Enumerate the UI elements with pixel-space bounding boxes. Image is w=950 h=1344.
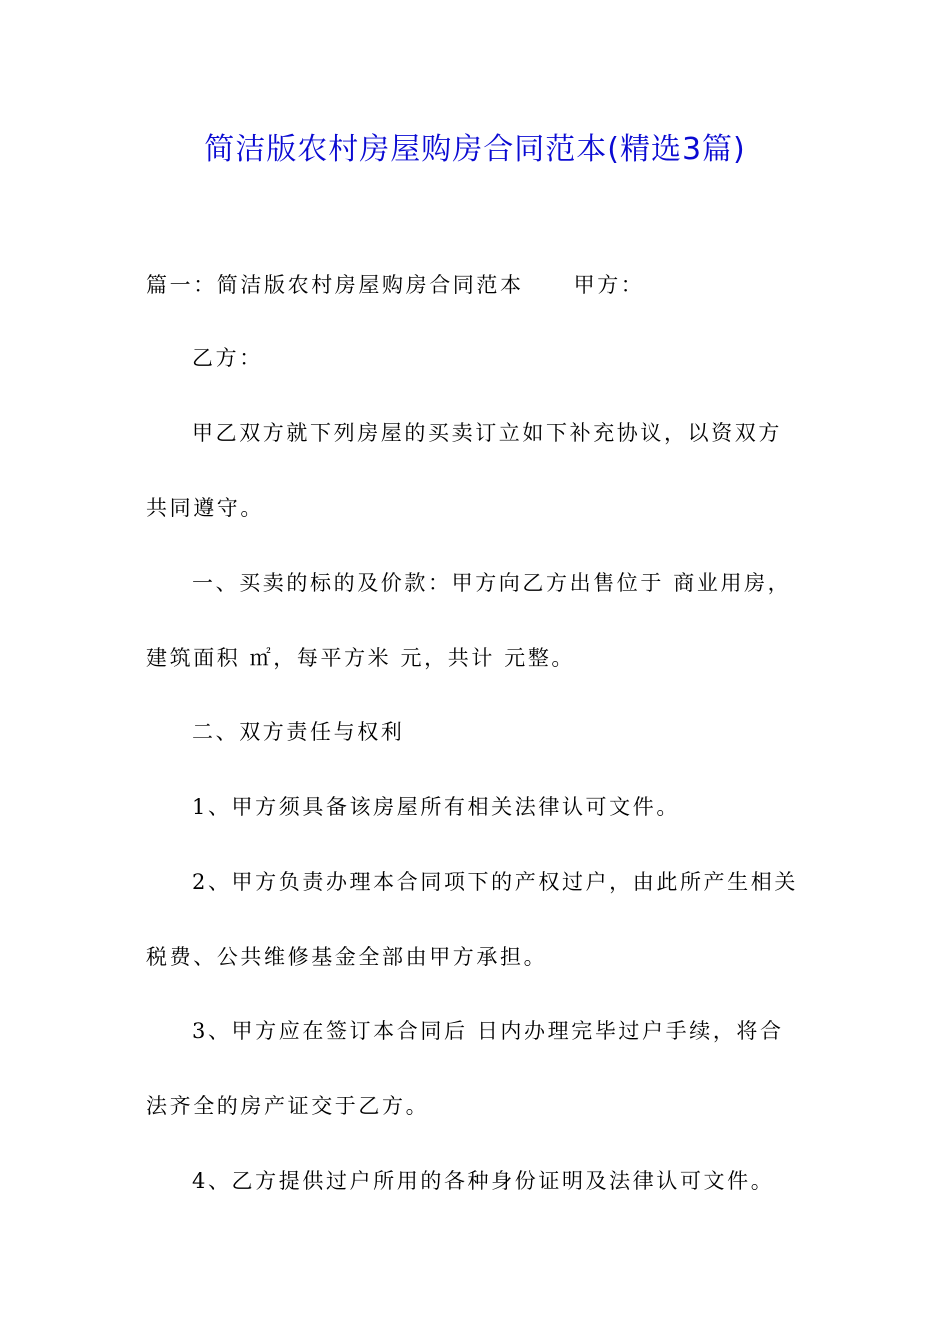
- section-heading-rights: 二、双方责任与权利: [192, 720, 405, 744]
- paragraph-line: 一、买卖的标的及价款：甲方向乙方出售位于 商业用房，: [192, 571, 792, 595]
- party-b-label: 乙方：: [192, 346, 263, 370]
- paragraph-line: 法齐全的房产证交于乙方。: [146, 1094, 430, 1118]
- document-title: 简洁版农村房屋购房合同范本(精选3篇): [204, 132, 746, 167]
- clause-item: 4、乙方提供过户所用的各种身份证明及法律认可文件。: [192, 1169, 775, 1193]
- paragraph-line: 税费、公共维修基金全部由甲方承担。: [146, 945, 548, 969]
- paragraph-line: 共同遵守。: [146, 496, 264, 520]
- paragraph-line: 建筑面积 ㎡，每平方米 元，共计 元整。: [146, 646, 576, 670]
- section-heading: 篇一：简洁版农村房屋购房合同范本: [146, 273, 524, 297]
- party-a-label: 甲方：: [573, 273, 645, 297]
- clause-item: 1、甲方须具备该房屋所有相关法律认可文件。: [192, 795, 680, 819]
- clause-item: 3、甲方应在签订本合同后 日内办理完毕过户手续，将合: [192, 1019, 784, 1043]
- paragraph-line: [146, 270, 644, 300]
- clause-item: 2、甲方负责办理本合同项下的产权过户，由此所产生相关: [192, 870, 798, 894]
- paragraph-line: 甲乙双方就下列房屋的买卖订立如下补充协议，以资双方: [192, 421, 782, 445]
